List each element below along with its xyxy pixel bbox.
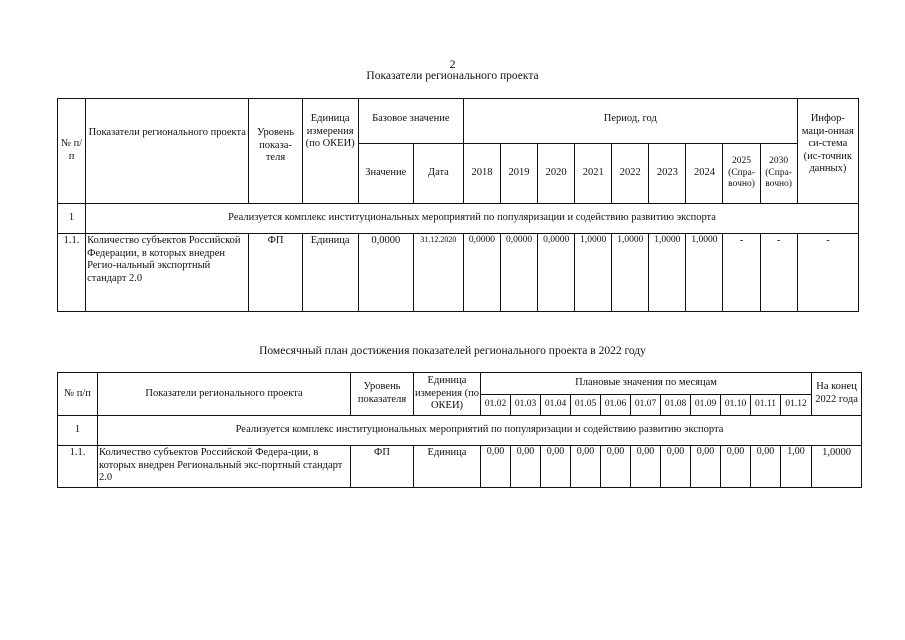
section-num: 1 bbox=[58, 416, 98, 446]
row-num: 1.1. bbox=[58, 234, 86, 312]
table1-title: Показатели регионального проекта bbox=[366, 70, 539, 82]
row-value-2030: - bbox=[760, 234, 797, 312]
row-base-date: 31.12.2020 bbox=[413, 234, 463, 312]
header-month: 01.03 bbox=[511, 395, 541, 416]
monthly-plan-table bbox=[57, 372, 862, 488]
row-level: ФП bbox=[351, 446, 414, 488]
header-num: № п/п bbox=[58, 373, 98, 416]
indicators-table bbox=[57, 98, 859, 312]
header-base-value: Базовое значение bbox=[358, 99, 463, 144]
header-level: Уровень показа-теля bbox=[249, 99, 302, 204]
row-month-value: 0,00 bbox=[751, 446, 781, 488]
table2-title: Помесячный план достижения показателей регионального проекта в 2022 году bbox=[259, 345, 646, 357]
header-period: Период, год bbox=[463, 99, 797, 144]
row-name: Количество субъектов Российской Федера-ции, в которых внедрен Региональный экс-портный стандарт 2.0 bbox=[98, 446, 351, 488]
year-2030-label: 2030 bbox=[769, 156, 789, 167]
header-year: 2018 bbox=[463, 144, 500, 204]
year-2025-label: 2025 bbox=[732, 156, 752, 167]
row-unit: Единица bbox=[414, 446, 481, 488]
header-year: 2022 bbox=[612, 144, 649, 204]
header-month: 01.05 bbox=[571, 395, 601, 416]
header-year-2030 bbox=[760, 144, 797, 204]
header-unit: Единица измерения (по ОКЕИ) bbox=[302, 99, 358, 204]
row-month-value: 0,00 bbox=[631, 446, 661, 488]
section-title: Реализуется комплекс институциональных мероприятий по популяризации и содействию развитию экспорта bbox=[98, 416, 862, 446]
header-month: 01.04 bbox=[541, 395, 571, 416]
page-number: 2 bbox=[449, 57, 456, 71]
row-value: 1,0000 bbox=[575, 234, 612, 312]
row-value: 1,0000 bbox=[686, 234, 723, 312]
header-year: 2023 bbox=[649, 144, 686, 204]
row-month-value: 0,00 bbox=[691, 446, 721, 488]
header-month: 01.11 bbox=[751, 395, 781, 416]
header-value: Значение bbox=[358, 144, 413, 204]
header-planned: Плановые значения по месяцам bbox=[481, 373, 812, 395]
header-indicators: Показатели регионального проекта bbox=[98, 373, 351, 416]
row-month-value: 1,00 bbox=[781, 446, 812, 488]
header-end-year: На конец 2022 года bbox=[812, 373, 862, 416]
row-month-value: 0,00 bbox=[481, 446, 511, 488]
header-month: 01.07 bbox=[631, 395, 661, 416]
row-num: 1.1. bbox=[58, 446, 98, 488]
header-date: Дата bbox=[413, 144, 463, 204]
header-month: 01.10 bbox=[721, 395, 751, 416]
table-row bbox=[58, 446, 862, 488]
row-month-value: 0,00 bbox=[571, 446, 601, 488]
section-num: 1 bbox=[58, 204, 86, 234]
header-year-2025 bbox=[723, 144, 760, 204]
header-year: 2019 bbox=[501, 144, 538, 204]
row-month-value: 0,00 bbox=[721, 446, 751, 488]
header-month: 01.12 bbox=[781, 395, 812, 416]
row-value: 0,0000 bbox=[463, 234, 500, 312]
table-row bbox=[58, 234, 859, 312]
row-month-value: 0,00 bbox=[601, 446, 631, 488]
reference-note: (Спра-вочно) bbox=[765, 167, 792, 190]
row-end-year: 1,0000 bbox=[812, 446, 862, 488]
row-unit: Единица bbox=[302, 234, 358, 312]
header-year: 2020 bbox=[538, 144, 575, 204]
row-value: 0,0000 bbox=[538, 234, 575, 312]
row-level: ФП bbox=[249, 234, 302, 312]
row-month-value: 0,00 bbox=[511, 446, 541, 488]
header-num: № п/п bbox=[58, 99, 86, 204]
header-month: 01.09 bbox=[691, 395, 721, 416]
header-month: 01.08 bbox=[661, 395, 691, 416]
header-unit: Единица измерения (по ОКЕИ) bbox=[414, 373, 481, 416]
header-year: 2021 bbox=[575, 144, 612, 204]
reference-note: (Спра-вочно) bbox=[728, 167, 755, 190]
header-level: Уровень показателя bbox=[351, 373, 414, 416]
row-value: 1,0000 bbox=[649, 234, 686, 312]
header-info-system: Инфор-маци-онная си-стема (ис-точник данных) bbox=[797, 99, 858, 204]
section-title: Реализуется комплекс институциональных мероприятий по популяризации и содействию развитию экспорта bbox=[86, 204, 859, 234]
header-month: 01.02 bbox=[481, 395, 511, 416]
row-month-value: 0,00 bbox=[661, 446, 691, 488]
row-value: 0,0000 bbox=[501, 234, 538, 312]
row-name: Количество субъектов Российской Федерации, в которых внедрен Регио-нальный экспортный стандарт 2.0 bbox=[86, 234, 249, 312]
row-month-value: 0,00 bbox=[541, 446, 571, 488]
header-year: 2024 bbox=[686, 144, 723, 204]
row-info: - bbox=[797, 234, 858, 312]
row-base-value: 0,0000 bbox=[358, 234, 413, 312]
header-month: 01.06 bbox=[601, 395, 631, 416]
header-indicators: Показатели регионального проекта bbox=[86, 99, 249, 204]
row-value: 1,0000 bbox=[612, 234, 649, 312]
row-value-2025: - bbox=[723, 234, 760, 312]
